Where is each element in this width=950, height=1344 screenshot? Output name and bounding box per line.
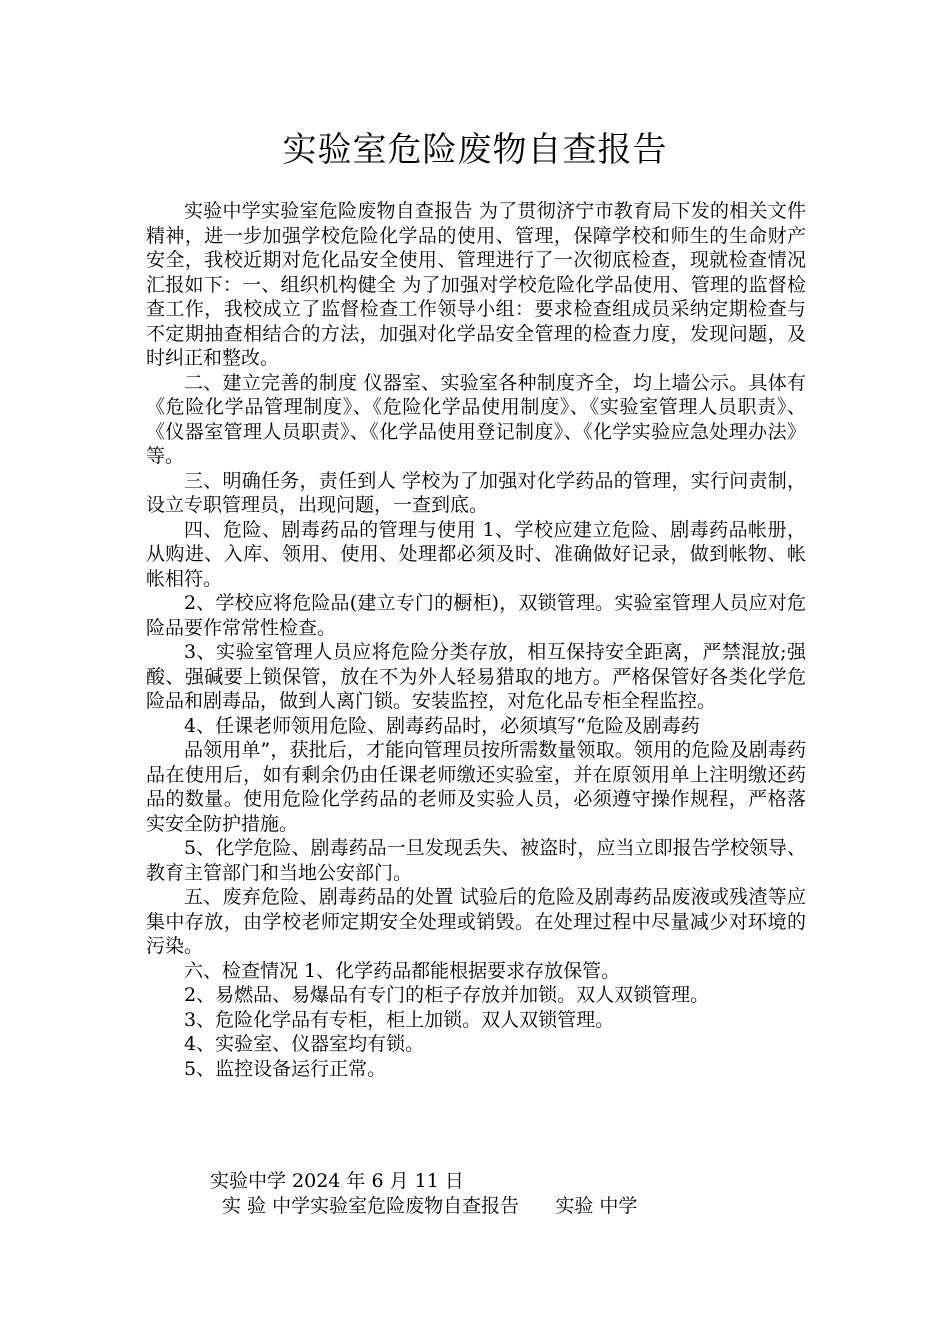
paragraph-management: 四、危险、剧毒药品的管理与使用 1、学校应建立危险、剧毒药品帐册，从购进、入库、领用、使用、处理都必须及时、准确做好记录，做到帐物、帐帐相符。 bbox=[146, 518, 806, 590]
signature-line: 实验中学 2024 年 6 月 11 日 bbox=[210, 1170, 464, 1192]
paragraph-item-5: 5、化学危险、剧毒药品一旦发现丢失、被盗时，应当立即报告学校领导、教育主管部门和当地公安部门。 bbox=[146, 837, 806, 884]
document-body bbox=[146, 199, 806, 1081]
paragraph-inspection-5: 5、监控设备运行正常。 bbox=[184, 1057, 387, 1080]
paragraph-item-2: 2、学校应将危险品(建立专门的橱柜)，双锁管理。实验室管理人员应对危险品要作常常性检查。 bbox=[146, 592, 806, 639]
paragraph-item-3: 3、实验室管理人员应将危险分类存放，相互保持安全距离，严禁混放;强酸、强碱要上锁保管，放在不为外人轻易猎取的地方。严格保管好各类化学危险品和剧毒品，做到人离门锁。安装监控，对危化品专柜全程监控。 bbox=[146, 641, 806, 712]
paragraph-inspection: 六、检查情况 1、化学药品都能根据要求存放保管。 bbox=[184, 959, 621, 982]
paragraph-item-4-continued: 品领用单”，获批后，才能向管理员按所需数量领取。领用的危险及剧毒药品在使用后，如有剩余仍由任课老师缴还实验室，并在原领用单上注明缴还药品的数量。使用危险化学药品的老师及实验人员，必须遵守操作规程，严格落实安全防护措施。 bbox=[146, 739, 806, 835]
paragraph-item-4: 4、任课老师领用危险、剧毒药品时，必须填写“危险及剧毒药 bbox=[184, 714, 700, 737]
footer-line: 实 验 中学实验室危险废物自查报告 实验 中学 bbox=[222, 1195, 638, 1217]
paragraph-inspection-2: 2、易燃品、易爆品有专门的柜子存放并加锁。双人双锁管理。 bbox=[184, 984, 710, 1006]
paragraph-inspection-3: 3、危险化学品有专柜，柜上加锁。双人双锁管理。 bbox=[184, 1008, 615, 1031]
paragraph-intro: 实验中学实验室危险废物自查报告 为了贯彻济宁市教育局下发的相关文件精神，进一步加强学校危险化学品的使用、管理，保障学校和师生的生命财产安全，我校近期对危化品安全使用、管理进行了一次彻底检查，现就检查情况汇报如下：一、组织机构健全 为了加强对学校危险化学品使用、管理的监督检查工作，我校成立了监督检查工作领导小组：要求检查组成员采纳定期检查与不定期抽查相结合的方法，加强对化学品安全管理的检查力度，发现问题，及时纠正和整改。 bbox=[146, 200, 806, 369]
paragraph-responsibility: 三、明确任务，责任到人 学校为了加强对化学药品的管理，实行问责制，设立专职管理员，出现问题，一查到底。 bbox=[146, 469, 806, 516]
paragraph-system: 二、建立完善的制度 仪器室、实验室各种制度齐全，均上墙公示。具体有《危险化学品管理制度》、《危险化学品使用制度》、《实验室管理人员职责》、《仪器室管理人员职责》、《化学品使用登记制度》、《化学实验应急处理办法》等。 bbox=[146, 371, 806, 467]
paragraph-disposal: 五、废弃危险、剧毒药品的处置 试验后的危险及剧毒药品废液或残渣等应集中存放，由学校老师定期安全处理或销毁。在处理过程中尽量减少对环境的污染。 bbox=[146, 886, 806, 957]
paragraph-inspection-4: 4、实验室、仪器室均有锁。 bbox=[184, 1033, 425, 1055]
document-title: 实验室危险废物自查报告 bbox=[282, 130, 668, 170]
